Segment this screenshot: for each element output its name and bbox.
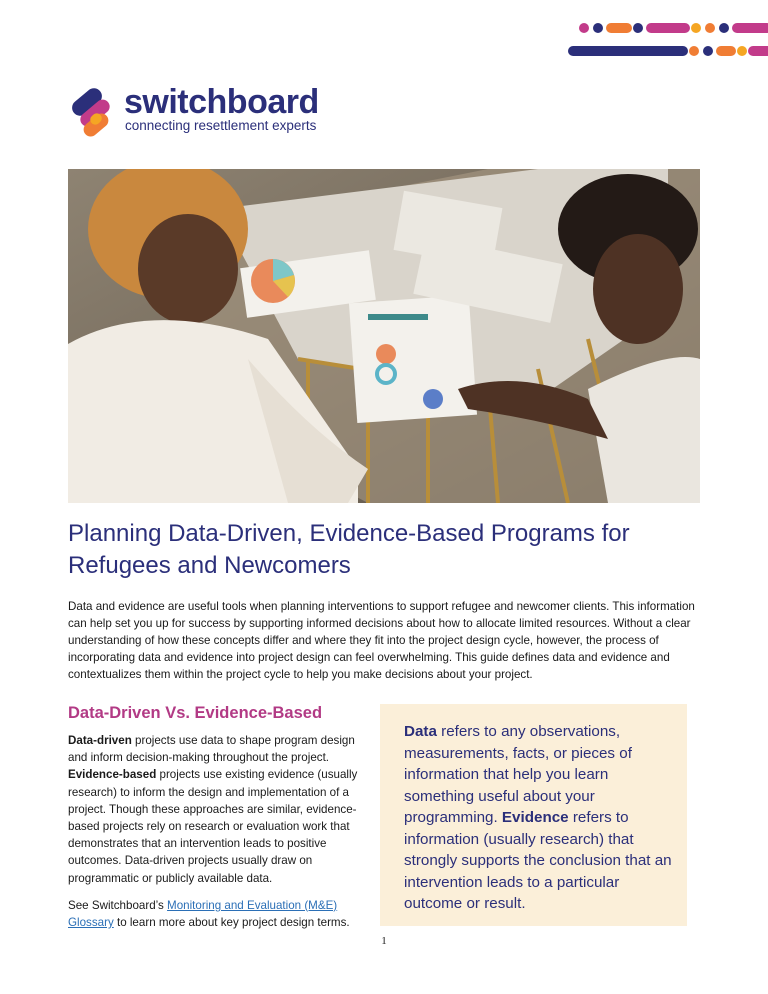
hero-photo bbox=[68, 169, 700, 503]
callout-text: Data refers to any observations, measurements, facts, or pieces of information that help you learn something useful about your programming. Evidence refers to information (usually research) that strongly supports the conclusion that an intervention leads to a particular outcome or result. bbox=[404, 723, 672, 912]
term-evidence-based: Evidence-based bbox=[68, 768, 157, 782]
term-data-driven: Data-driven bbox=[68, 734, 132, 747]
page-title: Planning Data-Driven, Evidence-Based Programs for Refugees and Newcomers bbox=[68, 520, 630, 579]
photo-two-people-reviewing-charts-icon bbox=[68, 169, 700, 503]
definition-paragraph: Data-driven projects use data to shape program design and inform decision-making throughout the project. Evidence-based projects use existing evidence (usually research) to inform the design and implementation of a project. Though these approaches are similar, evidence-based projects rely on research or evaluation work that demonstrates that an intervention leads to positive outcomes. Data-driven projects usually draw on programmatic or publicly available data. bbox=[68, 734, 358, 885]
decorative-dots-icon bbox=[568, 20, 768, 60]
glossary-link[interactable]: Monitoring and Evaluation (M&E) Glossary bbox=[68, 898, 338, 930]
page-number: 1 bbox=[381, 935, 387, 947]
logo-tagline: connecting resettlement experts bbox=[125, 118, 317, 133]
intro-paragraph: Data and evidence are useful tools when planning interventions to support refugee and newcomer clients. This information can help set you up for success by supporting informed decisions about how to allocate limited resources. Without a clear understanding of how these concepts differ and where they fit into the project design cycle, however, the process of incorporating data and evidence into project design can feel overwhelming. This guide defines data and evidence and contextualizes them within the project cycle to help you make decisions about your project. bbox=[68, 600, 695, 681]
switchboard-logo bbox=[68, 84, 338, 140]
section-body bbox=[68, 732, 364, 941]
definitions-callout-box bbox=[380, 704, 687, 926]
callout-term-evidence: Evidence bbox=[501, 809, 569, 826]
logo-wordmark: switchboard bbox=[124, 83, 319, 121]
callout-term-data: Data bbox=[404, 723, 437, 740]
section-heading: Data-Driven Vs. Evidence-Based bbox=[68, 704, 323, 722]
switchboard-logo-mark-icon bbox=[68, 84, 116, 138]
glossary-reference-paragraph: See Switchboard’s Monitoring and Evaluation (M&E) Glossary to learn more about key project design terms. bbox=[68, 898, 350, 930]
